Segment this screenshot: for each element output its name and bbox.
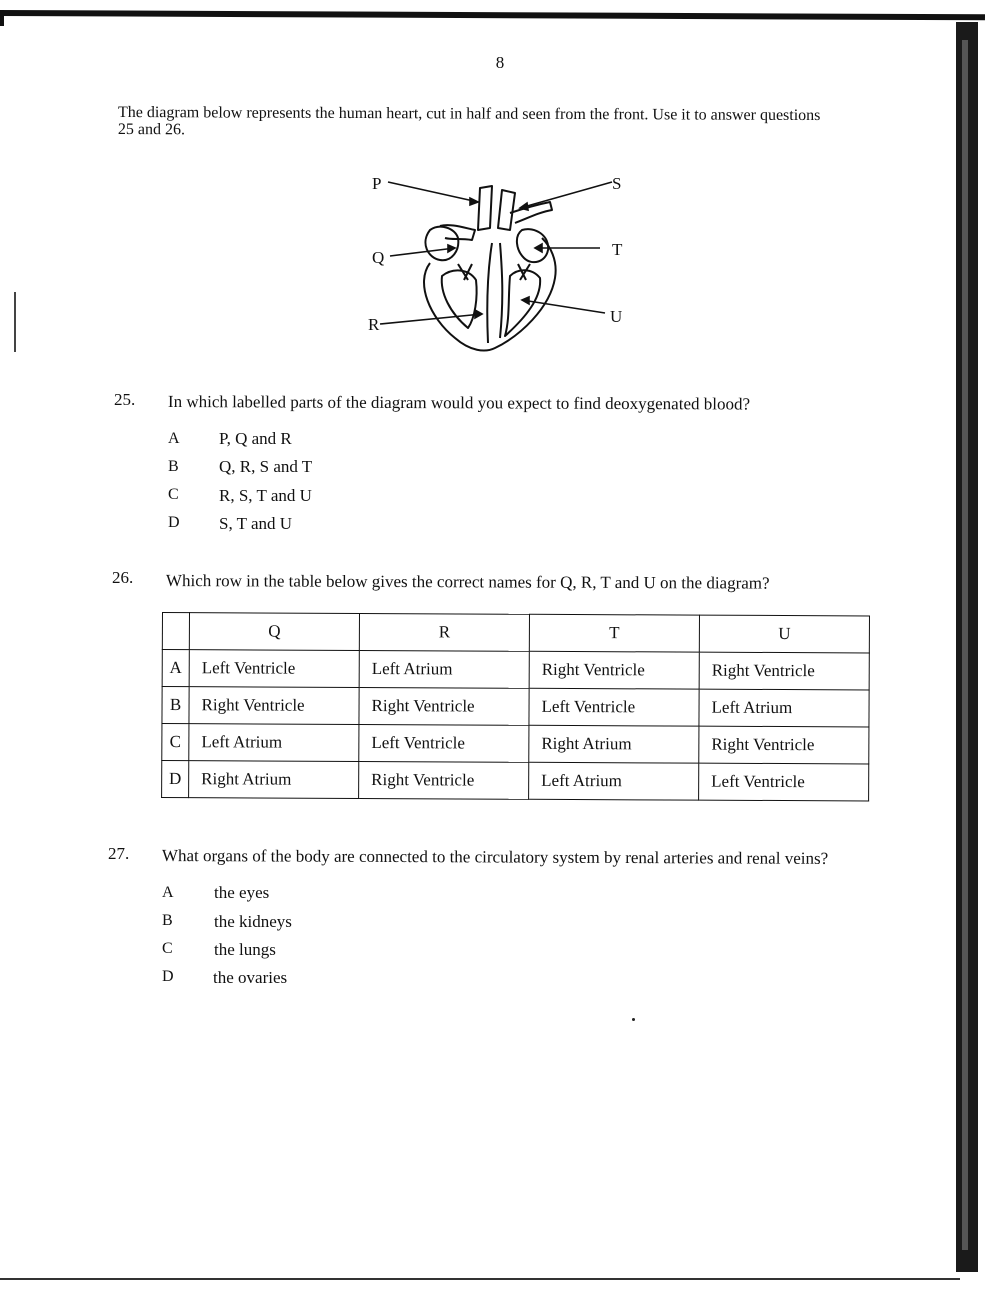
leader-S	[520, 182, 612, 208]
table-cell: Right Ventricle	[529, 651, 699, 689]
right-atrium	[425, 227, 458, 260]
q25-text: In which labelled parts of the diagram would you expect to find deoxygenated blood?	[167, 392, 751, 414]
label-R: R	[368, 315, 380, 334]
leader-Q	[390, 248, 455, 256]
table-cell: Right Ventricle	[359, 761, 529, 799]
scan-top-edge	[0, 10, 985, 20]
q27-option-letter: C	[162, 940, 173, 957]
q27-option-letter: D	[162, 968, 174, 985]
table-row	[162, 650, 869, 690]
table-cell: Right Ventricle	[699, 726, 869, 764]
q25-option-text: P, Q and R	[219, 429, 292, 448]
label-P: P	[372, 174, 382, 193]
q25-option-text: R, S, T and U	[219, 486, 312, 505]
q25-number: 25.	[114, 390, 136, 409]
table-cell: Right Atrium	[529, 725, 699, 763]
label-T: T	[612, 240, 623, 259]
table-cell: Right Ventricle	[699, 652, 869, 690]
septum	[487, 243, 502, 343]
label-U: U	[610, 307, 623, 326]
row-key: D	[162, 761, 189, 798]
table-header-row	[162, 613, 869, 653]
q27-option-text: the lungs	[214, 940, 276, 959]
left-ventricle	[505, 270, 540, 336]
scan-left-mark	[14, 292, 16, 352]
leader-U	[522, 300, 605, 313]
aorta	[478, 186, 492, 230]
leader-R	[380, 314, 482, 324]
table-cell: Left Ventricle	[699, 763, 869, 801]
intro-text: The diagram below represents the human heart, cut in half and seen from the front. Use it to answer questions 25 and 26.	[117, 104, 821, 139]
table-row	[162, 687, 869, 727]
stray-dot	[632, 1018, 635, 1021]
q26-text: Which row in the table below gives the correct names for Q, R, T and U on the diagram?	[165, 571, 770, 593]
table-cell: Left Ventricle	[529, 688, 699, 726]
table-corner	[162, 613, 189, 650]
pulmonary-artery	[498, 190, 515, 230]
table-header: R	[359, 613, 529, 651]
table-cell: Right Atrium	[189, 761, 359, 799]
scan-bottom-edge	[0, 1278, 960, 1280]
scan-corner-mark	[0, 10, 4, 26]
table-cell: Left Atrium	[699, 689, 869, 727]
q26-number: 26.	[112, 568, 134, 587]
row-key: A	[162, 650, 189, 687]
q25-option-letter: C	[168, 486, 179, 503]
table-cell: Left Ventricle	[189, 650, 359, 688]
q27-option-letter: B	[162, 912, 173, 929]
table-row	[162, 724, 869, 764]
page-number: 8	[495, 53, 505, 72]
q27-text: What organs of the body are connected to the circulatory system by renal arteries and renal veins?	[161, 846, 829, 868]
q27-option-text: the eyes	[214, 883, 270, 902]
q27-number: 27.	[108, 844, 130, 863]
table-cell: Left Atrium	[529, 762, 699, 800]
q27-option-text: the kidneys	[214, 912, 292, 931]
table-header: Q	[189, 613, 359, 651]
left-atrium	[517, 229, 548, 262]
q25-option-letter: B	[168, 458, 179, 475]
table-cell: Left Atrium	[189, 724, 359, 762]
q27-option-text: the ovaries	[213, 968, 288, 987]
table-row	[162, 761, 869, 801]
label-Q: Q	[372, 248, 385, 267]
q25-option-letter: D	[168, 514, 180, 531]
q27-option-letter: A	[162, 884, 174, 901]
table-cell: Left Atrium	[359, 650, 529, 688]
row-key: B	[162, 687, 189, 724]
valve-right	[518, 264, 530, 280]
table-cell: Right Ventricle	[359, 687, 529, 725]
label-S: S	[612, 174, 622, 193]
row-key: C	[162, 724, 189, 761]
table-header: T	[529, 614, 699, 652]
scan-right-shadow	[962, 40, 968, 1250]
heart-diagram	[360, 168, 640, 368]
q25-option-text: S, T and U	[219, 514, 293, 533]
table-cell: Left Ventricle	[359, 724, 529, 762]
answer-table	[161, 612, 870, 801]
q25-option-letter: A	[168, 430, 180, 447]
leader-P	[388, 182, 478, 202]
right-ventricle	[442, 270, 477, 328]
q25-option-text: Q, R, S and T	[219, 457, 313, 476]
table-header: U	[699, 615, 869, 653]
table-cell: Right Ventricle	[189, 687, 359, 725]
